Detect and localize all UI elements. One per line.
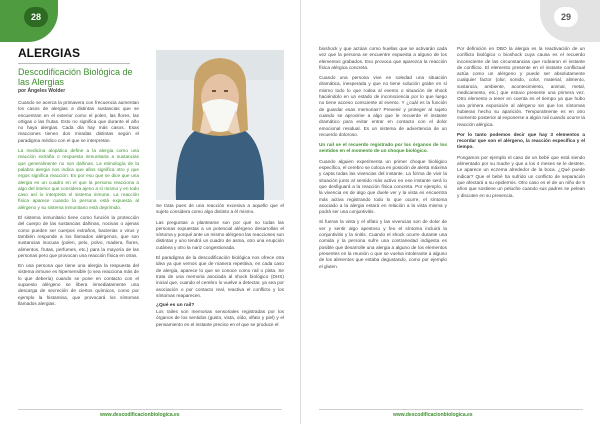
paragraph: bioshock y que actúan como huellas que se activarán cada vez que la persona se encuentre expuesta a alguno de los elementos grabados. Eso provoca que aparezca la reacción física alérgica concreta. bbox=[319, 46, 447, 70]
paragraph: Cuando alguien experimenta un primer choque biológico específico, el cerebro se coloca en posición de alerta máxima y capta todas las vivencias del instante. La forma de vivir la situación junto al sentido más activo en ese instante será lo que desfiguará a la reacción física concreta. Por ejemplo, si la vivencia es de algo que duele ver y la vista es encuentra más activa registrando todo lo que ocurre, el síntoma asociado a la alergia estará en relación a la vista misma y podrá ser una conjuntivitis. bbox=[319, 158, 447, 215]
paragraph: Cuando una persona vive en soledad una situación dramática, inesperada y que no tiene solución grabe en sí mismo todo lo que rodea al evento o situación de shock haciéndolo en un estado de inconsciencia por lo que luego no tiene acceso consciente al evento. Y ¿cuál es la función de guardar esas memorias? Prevenir y proteger al sujeto cuando se aproxime a algo que le recuerde el instante dramático para evitar entrar en contacto con el dolor emocional residual. Es un sistema de advertencia de un recuerdo doloroso. bbox=[319, 75, 447, 137]
paragraph: Cuando se acerca la primavera con frecuencia aumentan los casos de alergias a distintas sustancias que se encuentran en el exterior como el polen, las flores, las ortigas o las frutas. Esto no significa que durante el año no haya alergias. Cada día hay más casos. Esas reacciones tienen dos miradas distintas según el paradigma médico con el que se interpretan. bbox=[18, 100, 139, 143]
page-number-tab bbox=[0, 0, 58, 42]
right-column-1 bbox=[319, 46, 447, 274]
paragraph: El sistema inmunitario tiene como función la protección del cuerpo de las sustancias dañinas, nocivas o ajenas como pueden ser cuerpos extraños, bacterias o virus y también responde a los llamados alérgenos, que son sustancias inocuas (polen, pelo, polvo, madera, flores, alimentos, frutas, perfumes, etc.) para la mayoría de las personas pero que provocan una reacción física en otras. bbox=[18, 215, 139, 258]
section-title: ALERGIAS bbox=[18, 46, 81, 60]
right-column-2 bbox=[457, 46, 585, 203]
page-number: 29 bbox=[554, 7, 578, 27]
paragraph: Por definición en DBO la alergia es la reactivación de un conflicto biológico o bioshock cuya causa es el recuerdo inconsciente de las circunstancias que rodearon el instante de conflicto. El elemento presente en el instante conflictual actúa como un alérgeno y puede ser absolutamente cualquier factor (olor, sonido, color, material, alimento, sustancia, ambiente, acontecimiento, animal, metal, medicamento, etc.) que estuvo presente una primera vez. Otro elemento a tener en cuenta es el tiempo ya que hubo una primera exposición al alérgeno sin que los síntomas hubieran hecho su aparición. Temporalmente es en otro momento posterior al exponerse a algún rail cuando ocurre la reacción alérgica. bbox=[457, 46, 585, 127]
page-number-tab bbox=[540, 0, 600, 42]
paragraph: Los railes son memorias sensoriales registradas por los órganos de los sentidos (gusto, vista, oído, olfato y piel) y el pensamiento en el instante preciso en el que se produce el bbox=[156, 309, 284, 327]
bold-statement: Por lo tanto podemos decir que hay 3 elementos a recordar que son el alérgeno, la reacción específica y el tiempo. bbox=[457, 131, 585, 150]
footer-divider bbox=[319, 409, 583, 410]
paragraph: En una persona que tiene una alergia la respuesta del sistema inmune es hipersensible (o sea reacciona más de lo que debería) cuando se pone en contacto con el supuesto alérgeno se libera inmediatamente una descarga de secreción de ciertos químicos, como por ejemplo la histamina, que provocará los síntomas llamados alergias. bbox=[18, 263, 139, 306]
paragraph: La medicina alopática define a la alergia como una reacción extraña o respuesta inmunitaria a sustancias que generalmente no son dañinas. La etimología de la palabra alergia nos indica que allos significa otro y que ergos significa reacción. Es por eso que se dice que una alergia es un cuadro en el que la persona reacciona a algo del interior que considera ajeno a sí mismo y en todo caso así lo interpreta el sistema inmune. La reacción física aparece cuando la persona está expuesta al alérgeno y su sistema inmunitario está deprimido. bbox=[18, 148, 139, 210]
right-page bbox=[300, 0, 600, 424]
paragraph: Pongamos por ejemplo el caso de un bebé que está siendo alimentado por su madre y que a los 4 meses se le destete. Le aparece un eczema alrededor de la boca. ¿Qué puede indicar? Que el bebé ha sufrido un conflicto de separación que afectará a su epidermis. Otro caso es el de un niño de 5 años que sostiene un peluche cuando sus padres se pelean y discuten en su presencia. bbox=[457, 154, 585, 198]
article-title: Descodificación Biológica de las Alergias bbox=[18, 67, 133, 87]
footer-divider bbox=[18, 409, 282, 410]
footer-url[interactable]: www.descodificacionbiologica.es bbox=[393, 412, 473, 418]
question-heading: ¿Qué es un rail? bbox=[156, 303, 195, 309]
left-column-1 bbox=[18, 100, 139, 311]
footer-url[interactable]: www.descodificacionbiologica.es bbox=[100, 412, 180, 418]
divider bbox=[18, 63, 130, 64]
subheading: Un rail se el recuerdo registrado por los órganos de los sentidos en el momento de un choque biológico. bbox=[319, 142, 447, 154]
paragraph: Si fueran la vista y el olfato y las vivencias son de dolor de ver y sentir algo apestoso y feo el síntoma incluirá la conjuntivitis y la rinitis. Cuando el shock ocurre durante una comida y la persona sufre una contrariedad indigesta es posible que desarrolle una alergia a alguno de los elementos presentes en la reunión o que se vuelva intolerante a alguno de los alimentos que estaba degustando, como por ejemplo el gluten. bbox=[319, 219, 447, 269]
left-column-2 bbox=[156, 203, 284, 332]
paragraph: El paradigma de la descodificación biológica nos ofrece otra idea ya que vemos que de manera repetitiva, en cada caso de alergia, aparece lo que se conoce como rail o pista. Se trata de una memoria asociada al shock biológico (DHS) inicial que, cuando el cerebro lo vuelve a detectar, ya sea por asociación o por contacto real, reactiva el conflicto y los síntomas reaparecen. bbox=[156, 255, 284, 298]
page-number: 28 bbox=[24, 7, 48, 27]
paragraph: Las preguntas a plantearse son por qué no todas las personas expuestas a un potencial alérgeno desarrollan el síntoma y porqué ante un mismo alérgeno las reacciones son distintas y uno tendrá un cuadro de asma, otro una erupción cutánea y otro la nariz congestionada. bbox=[156, 219, 284, 250]
author: por Ángeles Wolder bbox=[18, 88, 66, 94]
woman-sneezing-photo bbox=[156, 50, 284, 200]
paragraph: Se trata pues de una reacción excesiva a aquello que el sujeto considera como algo distinto a él mismo. bbox=[156, 203, 284, 215]
